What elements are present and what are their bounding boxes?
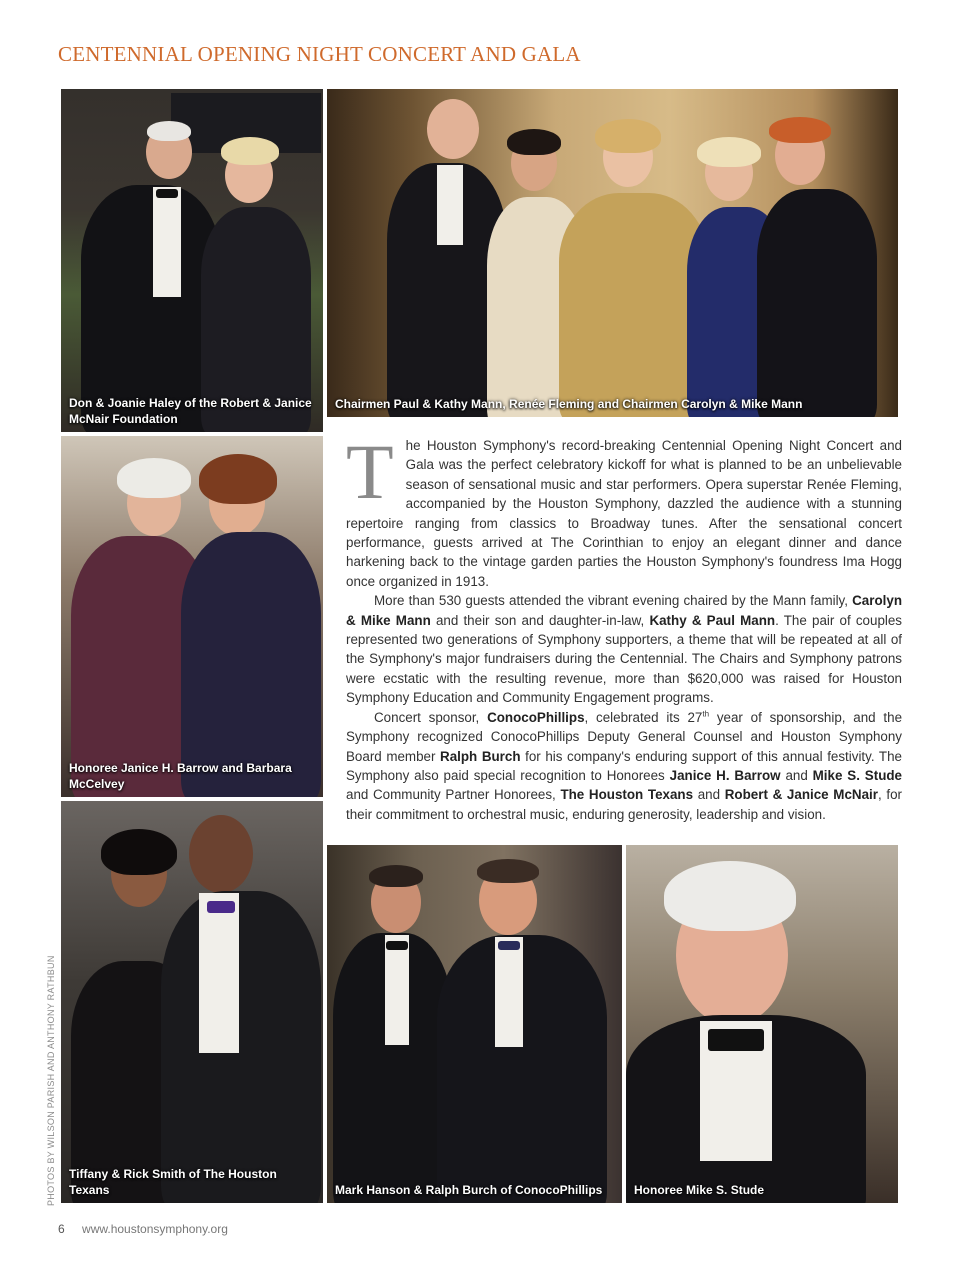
article-text: , for their commitment to orchestral music, enduring generosity, leadership and vision. [346, 787, 902, 822]
photo-scene [327, 845, 622, 1203]
photo-scene [626, 845, 898, 1203]
article-text: and their son and daughter-in-law, [430, 612, 650, 628]
photo-scene [327, 89, 898, 417]
photo-caption: Honoree Janice H. Barrow and Barbara McCelvey [69, 761, 292, 791]
article-text: year of sponsorship, and the Symphony recognized ConocoPhillips Deputy General Counsel and Houston Symphony Board member [346, 709, 903, 764]
photo-caption: Don & Joanie Haley of the Robert & Janice McNair Foundation [69, 396, 312, 426]
website-url: www.houstonsymphony.org [82, 1222, 228, 1236]
photo-scene [61, 436, 323, 797]
article-paragraph-1 [346, 428, 902, 591]
bold-name: Carolyn & Mike Mann [346, 593, 902, 628]
article-text: and [780, 767, 813, 783]
photo-haley-couple [61, 89, 323, 432]
page-number: 6 [58, 1222, 65, 1236]
article-text: for his company's enduring support of this annual festivity. The Symphony also paid special recognition to Honorees [346, 748, 902, 783]
bold-name: Mike S. Stude [812, 767, 903, 783]
ordinal-suffix: th [702, 709, 710, 719]
article-paragraph-2 [346, 591, 902, 707]
photo-mann-fleming-group [327, 89, 898, 417]
article-text: and Community Partner Honorees, [346, 787, 561, 803]
photo-scene [61, 89, 323, 432]
page-footer [58, 1222, 228, 1236]
bold-name: ConocoPhillips [487, 709, 585, 725]
drop-cap: T [346, 428, 394, 515]
bold-name: The Houston Texans [560, 787, 694, 803]
bold-name: Robert & Janice McNair [724, 787, 878, 803]
photo-hanson-burch [327, 845, 622, 1203]
photo-barrow-mccelvey [61, 436, 323, 797]
bold-name: Janice H. Barrow [669, 767, 781, 783]
photo-caption: Tiffany & Rick Smith of The Houston Texans [69, 1167, 277, 1197]
bold-name: Ralph Burch [440, 748, 521, 764]
photo-stude-portrait [626, 845, 898, 1203]
article-text: Concert sponsor, [374, 709, 488, 725]
bold-name: Kathy & Paul Mann [649, 612, 776, 628]
photo-credit: PHOTOS BY WILSON PARISH AND ANTHONY RATHBUN [46, 955, 56, 1206]
photo-caption: Mark Hanson & Ralph Burch of ConocoPhillips [335, 1183, 603, 1197]
photo-caption: Chairmen Paul & Kathy Mann, Renée Fleming and Chairmen Carolyn & Mike Mann [335, 397, 803, 411]
article-text: , celebrated its 27 [584, 709, 703, 725]
page-title: CENTENNIAL OPENING NIGHT CONCERT AND GALA [58, 42, 581, 66]
photo-smith-couple [61, 801, 323, 1203]
article-text: and [693, 787, 725, 803]
article-text: . The pair of couples represented two generations of Symphony supporters, a theme that will be repeated at all of the Symphony's major fundraisers during the Centennial. The Chairs and Symphony patrons were ecstatic with the resulting revenue, more than $620,000 was raised for Houston Symphony Education and Community Engagement programs. [346, 612, 903, 706]
article-text: he Houston Symphony's record-breaking Centennial Opening Night Concert and Gala was the perfect celebratory kickoff for what is planned to be an unbelievable season of sensational music and star performers. Opera superstar Renée Fleming, accompanied by the Houston Symphony, dazzled the audience with a stunning repertoire ranging from classics to Broadway tunes. After the sensational concert performance, guests arrived at The Corinthian to enjoy an elegant dinner and dance harkening back to the vintage garden parties the Houston Symphony's foundress Ima Hogg once organized in 1913. [346, 438, 902, 589]
article-text: More than 530 guests attended the vibrant evening chaired by the Mann family, [374, 593, 853, 609]
photo-caption: Honoree Mike S. Stude [634, 1183, 765, 1197]
article-body [346, 428, 903, 824]
article-paragraph-3 [346, 708, 902, 824]
photo-scene [61, 801, 323, 1203]
